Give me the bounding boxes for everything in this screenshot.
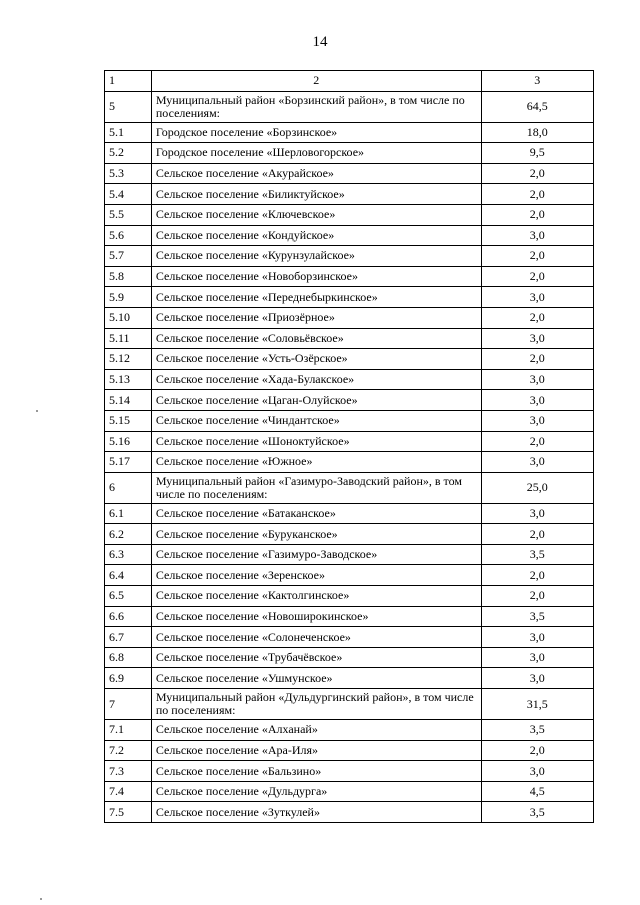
table-row: [105, 287, 594, 308]
table-row: [105, 184, 594, 205]
row-number: 6.2: [105, 524, 152, 545]
row-value: 31,5: [481, 689, 593, 720]
row-name: Муниципальный район «Дульдургинский район», в том числе по поселениям:: [151, 689, 481, 720]
row-value: 3,5: [481, 606, 593, 627]
scan-speck: [40, 898, 42, 900]
row-name: Сельское поселение «Кактолгинское»: [151, 586, 481, 607]
table-row: [105, 349, 594, 370]
row-value: 3,0: [481, 369, 593, 390]
row-value: 4,5: [481, 781, 593, 802]
row-name: Сельское поселение «Алханай»: [151, 720, 481, 741]
row-value: 64,5: [481, 91, 593, 122]
row-value: 3,5: [481, 720, 593, 741]
row-value: 3,0: [481, 668, 593, 689]
row-name: Муниципальный район «Газимуро-Заводский район», в том числе по поселениям:: [151, 472, 481, 503]
row-value: 3,0: [481, 225, 593, 246]
row-value: 2,0: [481, 565, 593, 586]
row-name: Сельское поселение «Кондуйское»: [151, 225, 481, 246]
table-row: [105, 586, 594, 607]
row-number: 6.9: [105, 668, 152, 689]
table-row: [105, 802, 594, 823]
row-name: Сельское поселение «Соловьёвское»: [151, 328, 481, 349]
row-value: 3,0: [481, 647, 593, 668]
row-name: Сельское поселение «Переднебыркинское»: [151, 287, 481, 308]
row-number: 5.16: [105, 431, 152, 452]
row-value: 3,0: [481, 503, 593, 524]
row-value: 2,0: [481, 246, 593, 267]
table-row: [105, 266, 594, 287]
table-row: [105, 740, 594, 761]
row-value: 3,0: [481, 287, 593, 308]
table-row: [105, 472, 594, 503]
row-number: 5.3: [105, 163, 152, 184]
row-name: Сельское поселение «Ушмунское»: [151, 668, 481, 689]
table-row: [105, 668, 594, 689]
row-number: 6.4: [105, 565, 152, 586]
row-number: 7.4: [105, 781, 152, 802]
table-row: [105, 390, 594, 411]
row-number: 5.12: [105, 349, 152, 370]
row-number: 5.11: [105, 328, 152, 349]
row-number: 5: [105, 91, 152, 122]
table-header-row: [105, 71, 594, 92]
row-number: 6: [105, 472, 152, 503]
row-number: 5.1: [105, 122, 152, 143]
table-row: [105, 143, 594, 164]
row-name: Сельское поселение «Новоширокинское»: [151, 606, 481, 627]
header-col-2: 2: [151, 71, 481, 92]
row-name: Сельское поселение «Чиндантское»: [151, 410, 481, 431]
table-row: [105, 431, 594, 452]
header-col-1: 1: [105, 71, 152, 92]
row-name: Муниципальный район «Борзинский район», в том числе по поселениям:: [151, 91, 481, 122]
row-name: Сельское поселение «Ара-Иля»: [151, 740, 481, 761]
table-row: [105, 328, 594, 349]
row-value: 2,0: [481, 184, 593, 205]
row-value: 3,0: [481, 627, 593, 648]
table-row: [105, 369, 594, 390]
table-row: [105, 544, 594, 565]
row-value: 2,0: [481, 163, 593, 184]
row-value: 2,0: [481, 307, 593, 328]
table-row: [105, 565, 594, 586]
row-name: Сельское поселение «Ключевское»: [151, 204, 481, 225]
row-number: 7.3: [105, 761, 152, 782]
row-value: 9,5: [481, 143, 593, 164]
row-value: 3,0: [481, 390, 593, 411]
row-value: 2,0: [481, 524, 593, 545]
row-number: 5.13: [105, 369, 152, 390]
row-name: Сельское поселение «Солонеченское»: [151, 627, 481, 648]
row-number: 6.5: [105, 586, 152, 607]
header-col-3: 3: [481, 71, 593, 92]
table-row: [105, 689, 594, 720]
row-number: 7: [105, 689, 152, 720]
row-number: 5.4: [105, 184, 152, 205]
row-number: 5.8: [105, 266, 152, 287]
row-value: 2,0: [481, 204, 593, 225]
row-value: 3,5: [481, 544, 593, 565]
row-name: Сельское поселение «Дульдурга»: [151, 781, 481, 802]
row-name: Сельское поселение «Цаган-Олуйское»: [151, 390, 481, 411]
row-value: 2,0: [481, 740, 593, 761]
row-value: 18,0: [481, 122, 593, 143]
row-name: Сельское поселение «Хада-Булакское»: [151, 369, 481, 390]
row-number: 5.6: [105, 225, 152, 246]
row-value: 2,0: [481, 586, 593, 607]
table-row: [105, 163, 594, 184]
row-value: 3,0: [481, 452, 593, 473]
row-name: Сельское поселение «Батаканское»: [151, 503, 481, 524]
row-name: Сельское поселение «Курунзулайское»: [151, 246, 481, 267]
table-row: [105, 761, 594, 782]
table-row: [105, 524, 594, 545]
row-name: Сельское поселение «Шоноктуйское»: [151, 431, 481, 452]
table-row: [105, 122, 594, 143]
table-row: [105, 91, 594, 122]
row-value: 2,0: [481, 349, 593, 370]
page-number: 14: [312, 34, 328, 50]
row-name: Сельское поселение «Зуткулей»: [151, 802, 481, 823]
row-name: Городское поселение «Шерловогорское»: [151, 143, 481, 164]
table-row: [105, 452, 594, 473]
table-row: [105, 503, 594, 524]
row-number: 5.5: [105, 204, 152, 225]
allocation-table: [104, 70, 594, 823]
row-number: 6.3: [105, 544, 152, 565]
row-number: 5.9: [105, 287, 152, 308]
row-name: Городское поселение «Борзинское»: [151, 122, 481, 143]
row-number: 5.7: [105, 246, 152, 267]
row-value: 25,0: [481, 472, 593, 503]
row-number: 5.10: [105, 307, 152, 328]
row-value: 3,0: [481, 761, 593, 782]
row-name: Сельское поселение «Усть-Озёрское»: [151, 349, 481, 370]
row-name: Сельское поселение «Биликтуйское»: [151, 184, 481, 205]
table-row: [105, 246, 594, 267]
row-value: 3,5: [481, 802, 593, 823]
row-number: 5.14: [105, 390, 152, 411]
table-row: [105, 627, 594, 648]
row-value: 3,0: [481, 328, 593, 349]
table-row: [105, 647, 594, 668]
table-row: [105, 720, 594, 741]
row-value: 3,0: [481, 410, 593, 431]
row-name: Сельское поселение «Приозёрное»: [151, 307, 481, 328]
row-name: Сельское поселение «Трубачёвское»: [151, 647, 481, 668]
scan-speck: [36, 410, 38, 412]
table-row: [105, 606, 594, 627]
row-number: 6.8: [105, 647, 152, 668]
table-row: [105, 225, 594, 246]
row-name: Сельское поселение «Южное»: [151, 452, 481, 473]
row-number: 7.5: [105, 802, 152, 823]
row-name: Сельское поселение «Бальзино»: [151, 761, 481, 782]
row-name: Сельское поселение «Новоборзинское»: [151, 266, 481, 287]
row-number: 7.1: [105, 720, 152, 741]
table-row: [105, 307, 594, 328]
row-number: 7.2: [105, 740, 152, 761]
row-number: 6.6: [105, 606, 152, 627]
row-number: 6.7: [105, 627, 152, 648]
row-value: 2,0: [481, 431, 593, 452]
table-row: [105, 410, 594, 431]
row-name: Сельское поселение «Акурайское»: [151, 163, 481, 184]
table-row: [105, 204, 594, 225]
table-row: [105, 781, 594, 802]
row-name: Сельское поселение «Буруканское»: [151, 524, 481, 545]
row-number: 5.15: [105, 410, 152, 431]
table-body: [105, 71, 594, 823]
row-number: 5.17: [105, 452, 152, 473]
row-name: Сельское поселение «Зеренское»: [151, 565, 481, 586]
row-number: 6.1: [105, 503, 152, 524]
row-name: Сельское поселение «Газимуро-Заводское»: [151, 544, 481, 565]
row-number: 5.2: [105, 143, 152, 164]
row-value: 2,0: [481, 266, 593, 287]
